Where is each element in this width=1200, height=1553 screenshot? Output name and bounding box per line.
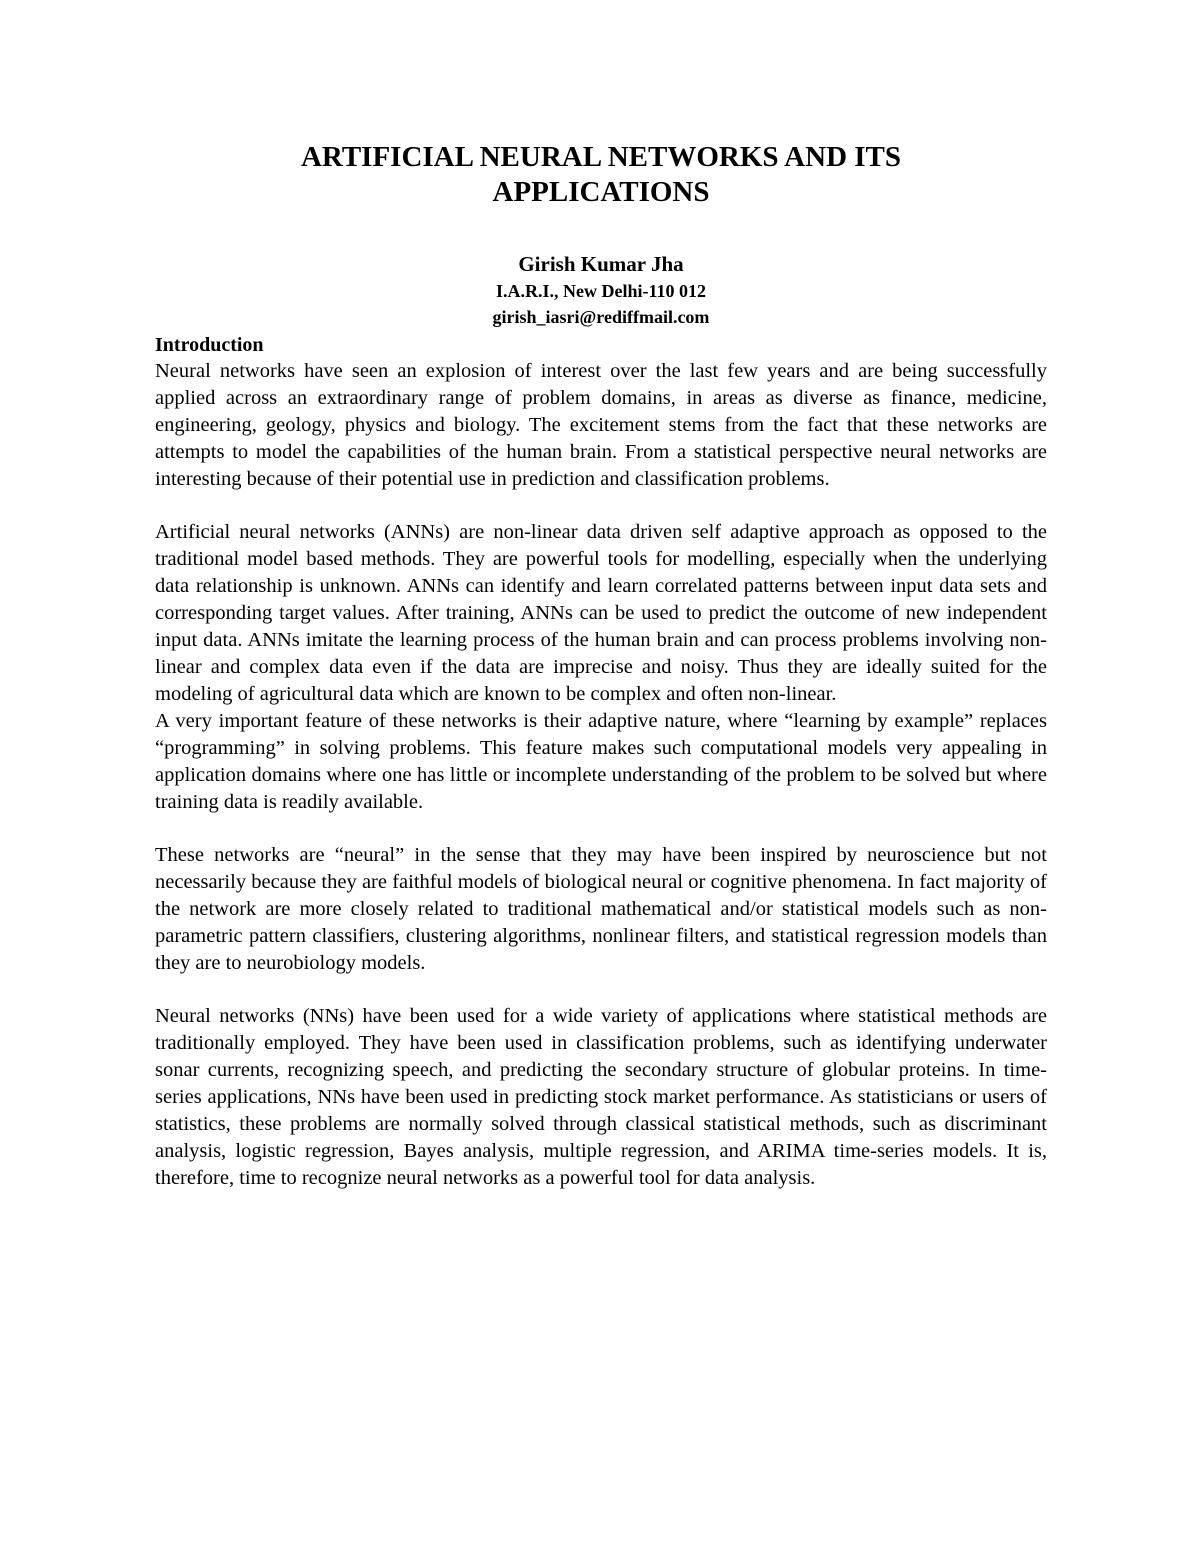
- section-heading-introduction: Introduction: [155, 334, 264, 356]
- paragraph-3: A very important feature of these networks is their adaptive nature, where “learning by example” replaces “programming” in solving problems. This feature makes such computational models very appealing in application domains where one has little or incomplete understanding of the problem to be solved but where training data is readily available.: [155, 710, 1047, 813]
- paragraph-1: Neural networks have seen an explosion of interest over the last few years and are being successfully applied across an extraordinary range of problem domains, in areas as diverse as finance, medicine, engineering, geology, physics and biology. The excitement stems from the fact that these networks are attempts to model the capabilities of the human brain. From a statistical perspective neural networks are interesting because of their potential use in prediction and classification problems.: [155, 360, 1047, 490]
- paragraph-gap: [155, 493, 1047, 519]
- author-name: Girish Kumar Jha: [518, 252, 684, 276]
- paragraph-gap: [155, 977, 1047, 1003]
- title-line-2: APPLICATIONS: [492, 176, 710, 208]
- paragraph-gap: [155, 816, 1047, 842]
- author-block: [155, 250, 1047, 330]
- paragraph-5: Neural networks (NNs) have been used for a wide variety of applications where statistical methods are traditionally employed. They have been used in classification problems, such as identifying underwater sonar currents, recognizing speech, and predicting the secondary structure of globular proteins. In time-series applications, NNs have been used in predicting stock market performance. As statisticians or users of statistics, these problems are normally solved through classical statistical methods, such as discriminant analysis, logistic regression, Bayes analysis, multiple regression, and ARIMA time-series models. It is, therefore, time to recognize neural networks as a powerful tool for data analysis.: [155, 1005, 1047, 1189]
- title-line-1: ARTIFICIAL NEURAL NETWORKS AND ITS: [300, 141, 902, 173]
- paragraph-2: Artificial neural networks (ANNs) are non-linear data driven self adaptive approach as opposed to the traditional model based methods. They are powerful tools for modelling, especially when the underlying data relationship is unknown. ANNs can identify and learn correlated patterns between input data sets and corresponding target values. After training, ANNs can be used to predict the outcome of new independent input data. ANNs imitate the learning process of the human brain and can process problems involving non-linear and complex data even if the data are imprecise and noisy. Thus they are ideally suited for the modeling of agricultural data which are known to be complex and often non-linear.: [155, 521, 1047, 705]
- paragraph-4: These networks are “neural” in the sense that they may have been inspired by neuroscience but not necessarily because they are faithful models of biological neural or cognitive phenomena. In fact majority of the network are more closely related to traditional mathematical and/or statistical models such as non-parametric pattern classifiers, clustering algorithms, nonlinear filters, and statistical regression models than they are to neurobiology models.: [155, 844, 1047, 974]
- paper-title: [155, 140, 1047, 210]
- document-page: [155, 140, 1047, 1192]
- author-affiliation: I.A.R.I., New Delhi-110 012: [496, 281, 706, 301]
- author-email: girish_iasri@rediffmail.com: [492, 307, 710, 327]
